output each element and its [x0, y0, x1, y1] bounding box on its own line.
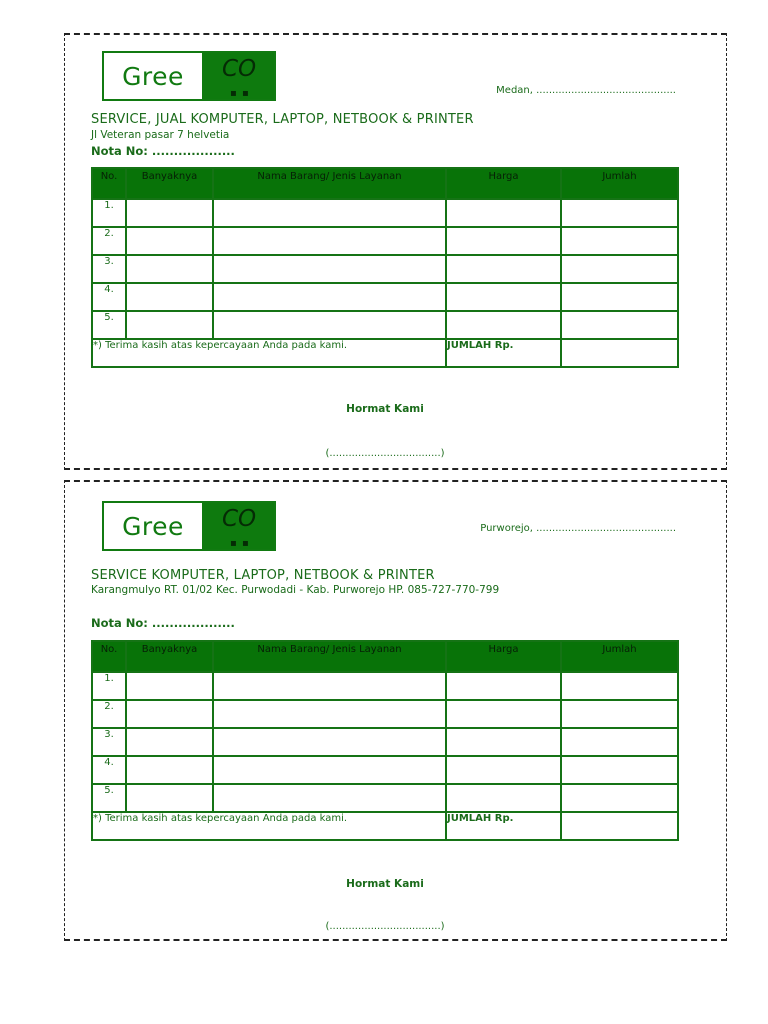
- table-row: [92, 227, 678, 255]
- table-header-row: [92, 641, 678, 672]
- header-qty: Banyaknya: [126, 168, 213, 199]
- receipt-purworejo: [64, 480, 727, 941]
- closing-regards: Hormat Kami: [346, 403, 424, 415]
- row-number: 5.: [92, 311, 126, 339]
- qty-cell[interactable]: [126, 311, 213, 339]
- table-row: [92, 672, 678, 700]
- item-cell[interactable]: [213, 700, 446, 728]
- signature-line: (...................................): [325, 448, 445, 459]
- items-table: [91, 167, 679, 368]
- item-cell[interactable]: [213, 227, 446, 255]
- address: Karangmulyo RT. 01/02 Kec. Purwodadi - Kab. Purworejo HP. 085-727-770-799: [91, 584, 500, 596]
- header-item: Nama Barang/ Jenis Layanan: [213, 641, 446, 672]
- headline: SERVICE KOMPUTER, LAPTOP, NETBOOK & PRINTER: [91, 568, 435, 583]
- table-row: [92, 728, 678, 756]
- table-row: [92, 756, 678, 784]
- qty-cell[interactable]: [126, 700, 213, 728]
- qty-cell[interactable]: [126, 728, 213, 756]
- row-number: 3.: [92, 255, 126, 283]
- price-cell[interactable]: [446, 672, 561, 700]
- price-cell[interactable]: [446, 199, 561, 227]
- address: Jl Veteran pasar 7 helvetia: [91, 129, 230, 141]
- qty-cell[interactable]: [126, 255, 213, 283]
- amount-cell[interactable]: [561, 728, 678, 756]
- row-number: 4.: [92, 283, 126, 311]
- nota-number: Nota No: ...................: [91, 616, 235, 630]
- logo-text: Gree: [122, 511, 184, 541]
- table-row: [92, 311, 678, 339]
- logo-text: Gree: [122, 61, 184, 91]
- header-no: No.: [92, 641, 126, 672]
- row-number: 2.: [92, 227, 126, 255]
- header-amount: Jumlah: [561, 641, 678, 672]
- item-cell[interactable]: [213, 672, 446, 700]
- thank-you-note: *) Terima kasih atas kepercayaan Anda pada kami.: [92, 339, 446, 367]
- table-row: [92, 199, 678, 227]
- item-cell[interactable]: [213, 199, 446, 227]
- row-number: 5.: [92, 784, 126, 812]
- amount-cell[interactable]: [561, 700, 678, 728]
- price-cell[interactable]: [446, 700, 561, 728]
- logo-co: CO: [222, 506, 257, 532]
- price-cell[interactable]: [446, 311, 561, 339]
- company-logo: [102, 51, 276, 101]
- amount-cell[interactable]: [561, 283, 678, 311]
- header-no: No.: [92, 168, 126, 199]
- qty-cell[interactable]: [126, 283, 213, 311]
- amount-cell[interactable]: [561, 311, 678, 339]
- headline: SERVICE, JUAL KOMPUTER, LAPTOP, NETBOOK & PRINTER: [91, 112, 474, 127]
- items-table: [91, 640, 679, 841]
- nota-number: Nota No: ...................: [91, 144, 235, 158]
- total-label: JUMLAH Rp.: [446, 812, 561, 840]
- total-row: [92, 812, 678, 840]
- qty-cell[interactable]: [126, 756, 213, 784]
- header-price: Harga: [446, 641, 561, 672]
- table-header-row: [92, 168, 678, 199]
- item-cell[interactable]: [213, 756, 446, 784]
- total-row: [92, 339, 678, 367]
- price-cell[interactable]: [446, 283, 561, 311]
- table-row: [92, 700, 678, 728]
- amount-cell[interactable]: [561, 199, 678, 227]
- price-cell[interactable]: [446, 255, 561, 283]
- item-cell[interactable]: [213, 311, 446, 339]
- table-row: [92, 255, 678, 283]
- price-cell[interactable]: [446, 227, 561, 255]
- receipt-medan: [64, 33, 727, 470]
- price-cell[interactable]: [446, 728, 561, 756]
- qty-cell[interactable]: [126, 784, 213, 812]
- table-row: [92, 784, 678, 812]
- row-number: 1.: [92, 199, 126, 227]
- logo-co: CO: [222, 56, 257, 82]
- thank-you-note: *) Terima kasih atas kepercayaan Anda pada kami.: [92, 812, 446, 840]
- row-number: 1.: [92, 672, 126, 700]
- signature-line: (...................................): [325, 921, 445, 932]
- logo-dots: ▪ ▪: [230, 538, 250, 549]
- qty-cell[interactable]: [126, 672, 213, 700]
- company-logo: [102, 501, 276, 551]
- place-date: Medan, ............................................: [496, 85, 676, 96]
- place-date: Purworejo, ............................................: [480, 523, 676, 534]
- item-cell[interactable]: [213, 255, 446, 283]
- item-cell[interactable]: [213, 784, 446, 812]
- closing-regards: Hormat Kami: [346, 878, 424, 890]
- item-cell[interactable]: [213, 728, 446, 756]
- row-number: 4.: [92, 756, 126, 784]
- header-qty: Banyaknya: [126, 641, 213, 672]
- total-amount-cell[interactable]: [561, 339, 678, 367]
- qty-cell[interactable]: [126, 227, 213, 255]
- header-item: Nama Barang/ Jenis Layanan: [213, 168, 446, 199]
- row-number: 3.: [92, 728, 126, 756]
- price-cell[interactable]: [446, 784, 561, 812]
- total-amount-cell[interactable]: [561, 812, 678, 840]
- qty-cell[interactable]: [126, 199, 213, 227]
- amount-cell[interactable]: [561, 255, 678, 283]
- amount-cell[interactable]: [561, 227, 678, 255]
- total-label: JUMLAH Rp.: [446, 339, 561, 367]
- logo-dots: ▪ ▪: [230, 88, 250, 99]
- amount-cell[interactable]: [561, 784, 678, 812]
- header-amount: Jumlah: [561, 168, 678, 199]
- header-price: Harga: [446, 168, 561, 199]
- amount-cell[interactable]: [561, 756, 678, 784]
- table-row: [92, 283, 678, 311]
- item-cell[interactable]: [213, 283, 446, 311]
- price-cell[interactable]: [446, 756, 561, 784]
- row-number: 2.: [92, 700, 126, 728]
- amount-cell[interactable]: [561, 672, 678, 700]
